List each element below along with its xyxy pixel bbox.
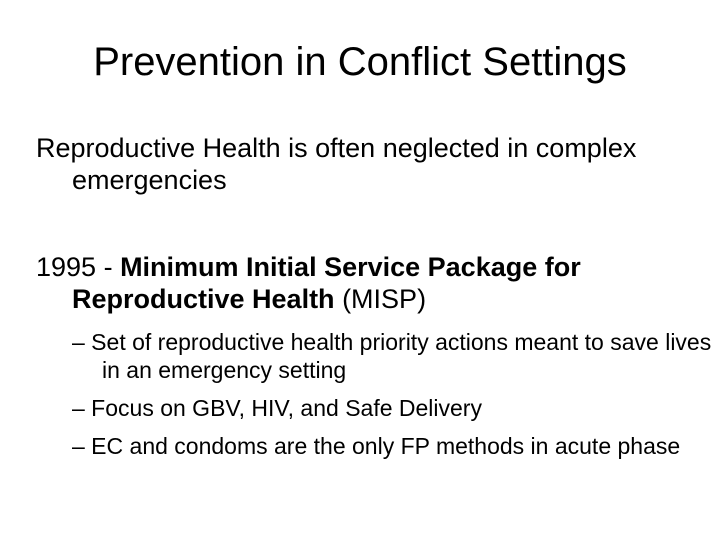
bullet-misp-abbrev: (MISP) [334,284,427,314]
subbullet-focus: – Focus on GBV, HIV, and Safe Delivery [72,395,482,421]
bullet-misp [36,251,720,315]
bullet-rh-neglected: Reproductive Health is often neglected in complex emergencies [36,133,637,195]
subbullet-fp-methods: – EC and condoms are the only FP methods in acute phase [72,433,681,459]
subbullet-priority-actions: – Set of reproductive health priority actions meant to save lives in an emergency setting [72,329,712,383]
bullet-misp-year: 1995 - [36,252,121,282]
slide-title: Prevention in Conflict Settings [93,40,627,84]
bullet-misp-name: Minimum Initial Service Package for Reproductive Health [72,252,581,314]
